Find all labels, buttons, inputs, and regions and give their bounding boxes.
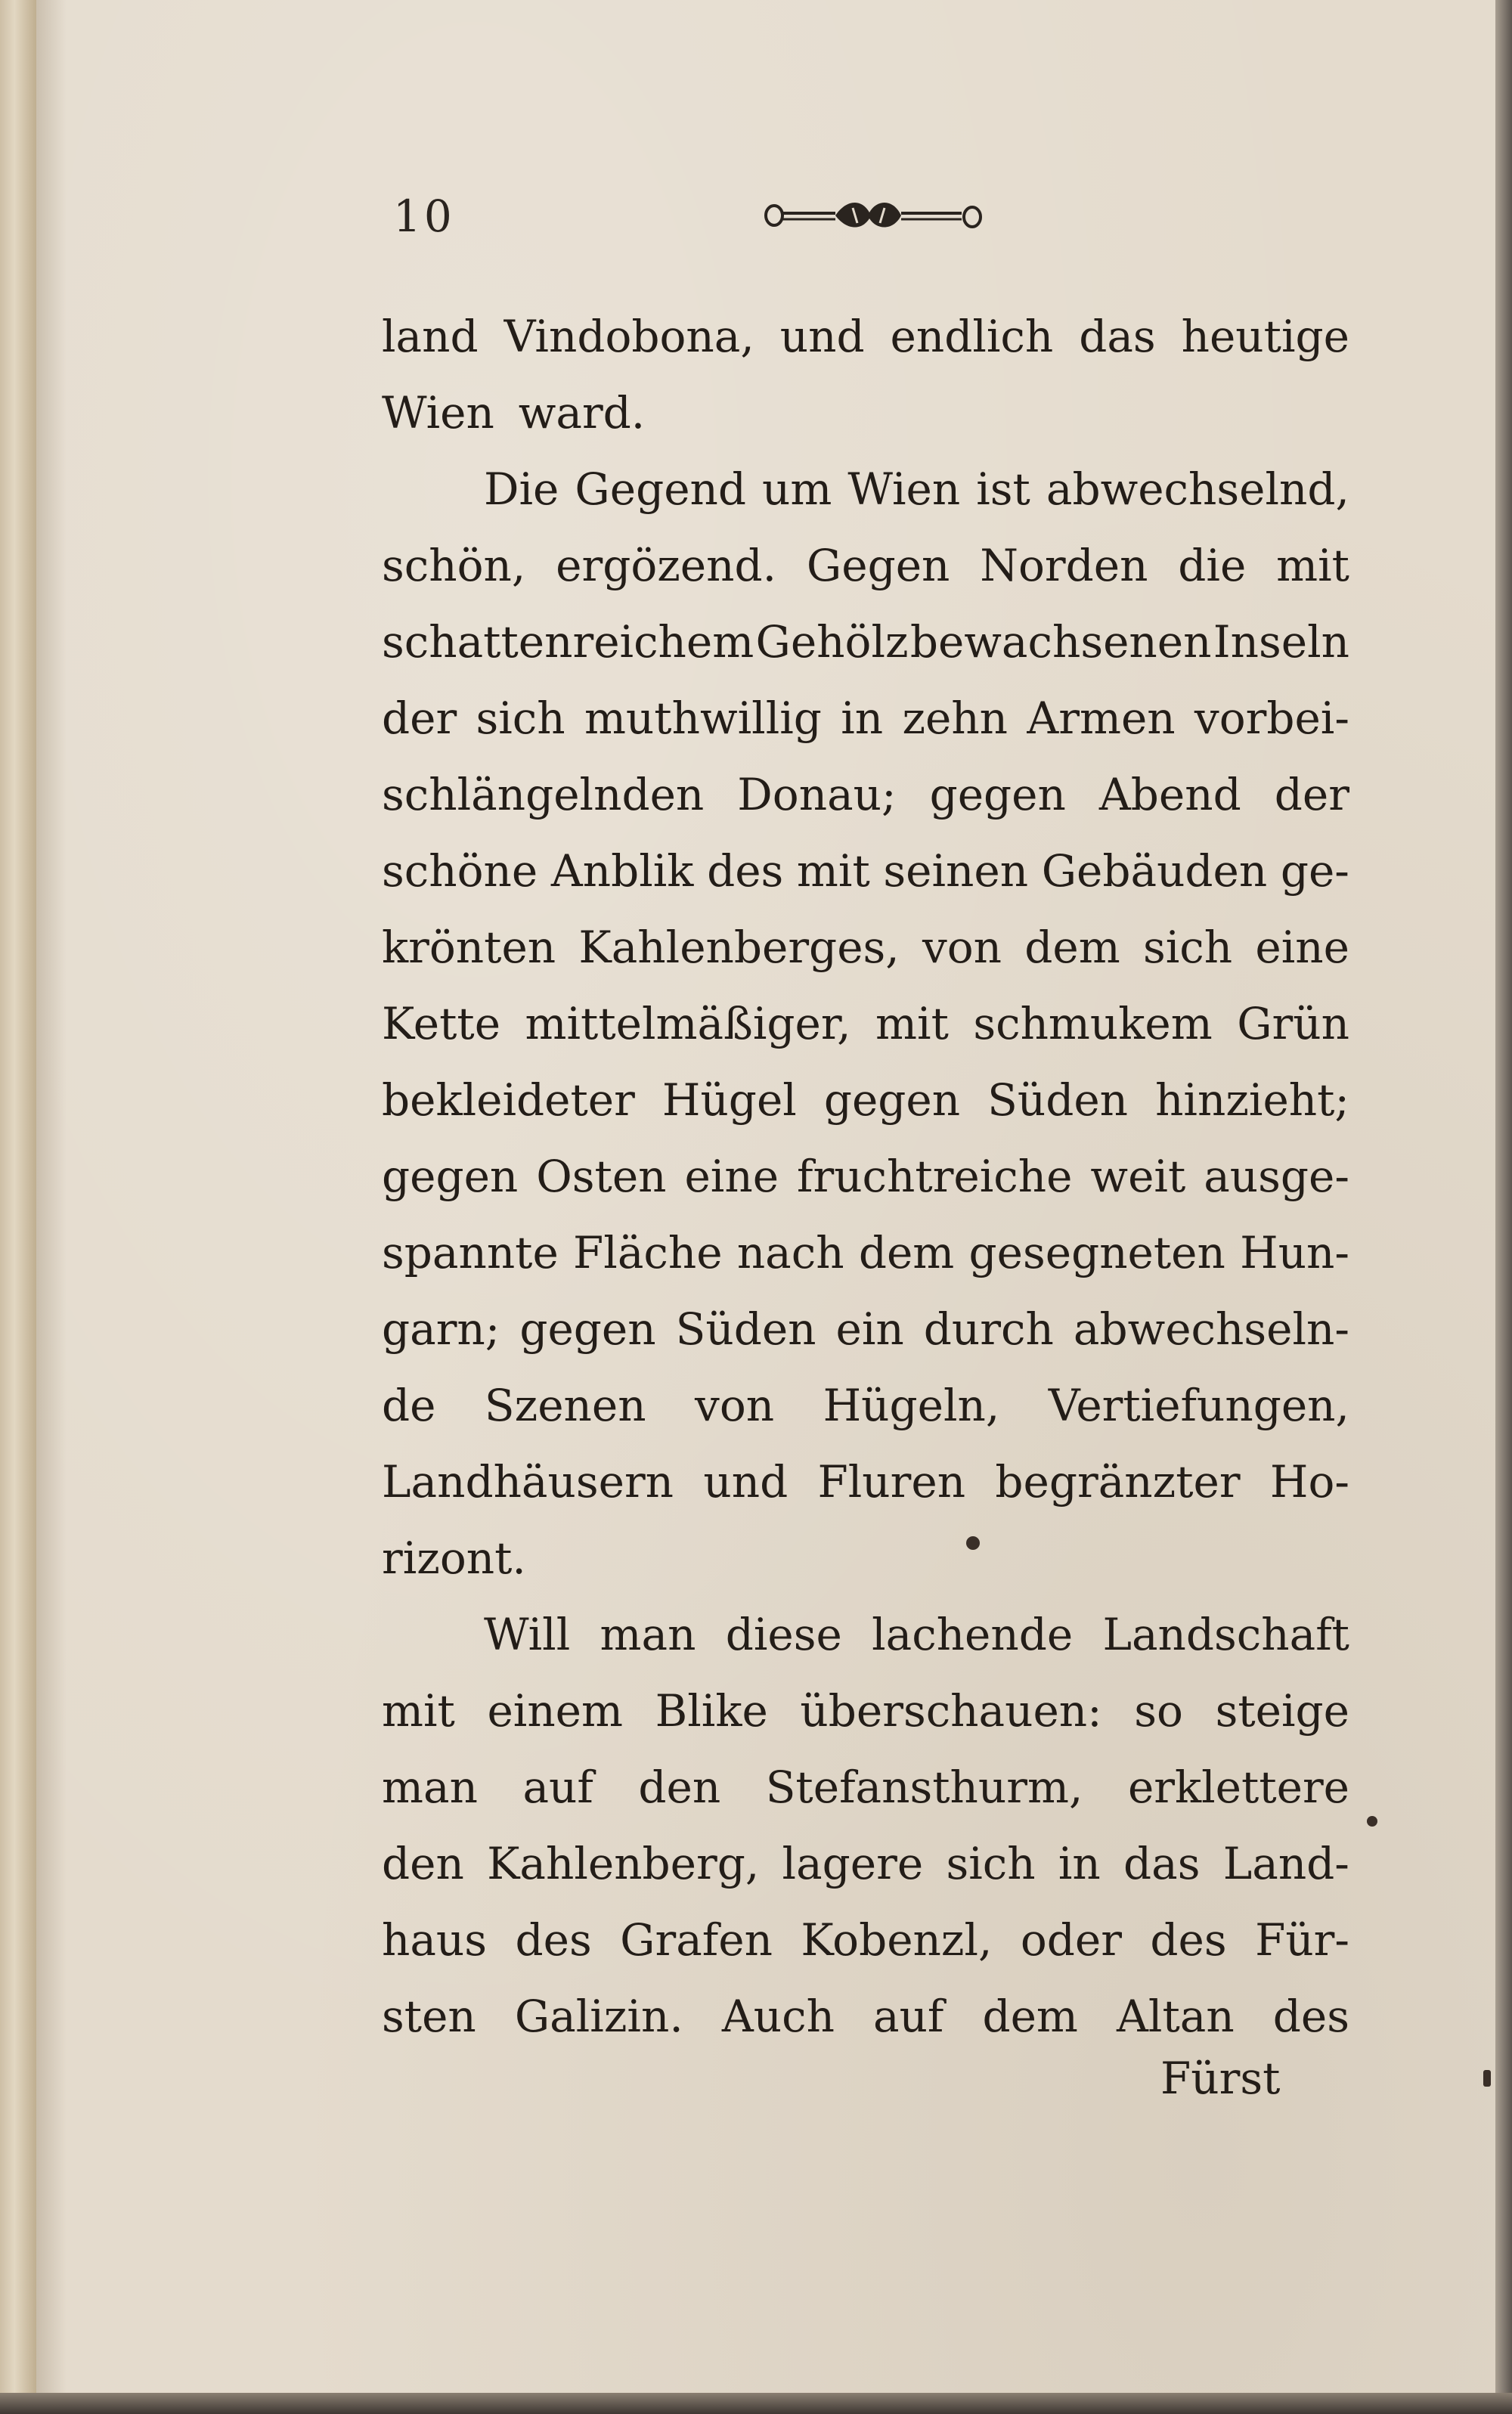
text-word: begränzter <box>995 1456 1241 1508</box>
text-word: der <box>382 693 457 744</box>
text-word: Abend <box>1098 769 1241 820</box>
text-word: schön, <box>382 540 526 591</box>
text-word: mit <box>875 998 949 1049</box>
text-line <box>382 680 1349 757</box>
ink-spot <box>1483 2070 1491 2087</box>
text-word: ein <box>835 1303 904 1355</box>
text-word: sich <box>946 1838 1036 1889</box>
text-line <box>382 1597 1349 1673</box>
text-word: einem <box>487 1685 624 1737</box>
text-word: Szenen <box>484 1380 646 1431</box>
text-word: Fläche <box>573 1227 723 1278</box>
text-word: Stefansthurm, <box>765 1762 1083 1813</box>
page-number: 10 <box>393 191 455 242</box>
text-word: Altan <box>1117 1991 1235 2042</box>
text-word: Will <box>484 1609 571 1660</box>
text-word: durch <box>923 1303 1054 1355</box>
text-word: Für- <box>1255 1914 1349 1966</box>
text-word: ist <box>976 463 1030 515</box>
text-word: man <box>382 1762 478 1813</box>
text-word: ergözend. <box>556 540 777 591</box>
text-word: Kahlenberg, <box>487 1838 760 1889</box>
text-word: abwechselnd, <box>1046 463 1349 515</box>
text-word: von <box>695 1380 775 1431</box>
text-word: Norden <box>980 540 1148 591</box>
text-word: heutige <box>1181 311 1349 362</box>
text-word: lachende <box>872 1609 1074 1660</box>
text-word: des <box>1272 1991 1349 2042</box>
text-word: nach <box>736 1227 844 1278</box>
text-word: auf <box>873 1991 944 2042</box>
text-word: und <box>703 1456 789 1508</box>
text-word: dem <box>1024 922 1120 973</box>
text-line <box>382 833 1349 910</box>
ink-spot <box>966 1536 980 1550</box>
text-word: abwechseln- <box>1073 1303 1349 1355</box>
text-word: Die <box>484 463 559 515</box>
page-edge-right <box>1495 0 1512 2414</box>
catchword: Fürst <box>1160 2053 1281 2104</box>
text-line <box>382 1979 1349 2055</box>
text-word: das <box>1079 311 1156 362</box>
text-line <box>382 1062 1349 1139</box>
text-word: in <box>841 693 884 744</box>
text-line <box>382 1291 1349 1368</box>
gutter-shadow <box>36 0 67 2393</box>
text-word: Kahlenberges, <box>578 922 900 973</box>
text-word: erklettere <box>1127 1762 1349 1813</box>
text-word: Hügel <box>662 1074 797 1126</box>
text-word: Fluren <box>817 1456 966 1508</box>
text-line <box>382 1826 1349 1902</box>
text-word: land <box>382 311 479 362</box>
text-word: bewachsenen <box>909 616 1212 668</box>
text-word: Süden <box>675 1303 816 1355</box>
text-word: den <box>638 1762 721 1813</box>
text-word: sich <box>476 693 565 744</box>
text-word: Wien <box>382 387 494 438</box>
text-word: Blike <box>655 1685 768 1737</box>
text-line <box>382 1902 1349 1979</box>
text-word: schlängelnden <box>382 769 705 820</box>
text-word: Vertiefungen, <box>1048 1380 1349 1431</box>
text-word: Kette <box>382 998 501 1049</box>
text-word: Grafen <box>620 1914 773 1966</box>
text-word: Landschaft <box>1102 1609 1349 1660</box>
book-binding-edge <box>0 0 36 2414</box>
text-word: Armen <box>1027 693 1176 744</box>
text-word: mittelmäßiger, <box>525 998 851 1049</box>
text-word: Gehölz <box>755 616 909 668</box>
text-word: die <box>1178 540 1247 591</box>
text-word: Galizin. <box>514 1991 683 2042</box>
text-word: gegen <box>823 1074 961 1126</box>
text-word: schattenreichem <box>382 616 754 668</box>
text-word: dem <box>858 1227 955 1278</box>
text-word: und <box>779 311 865 362</box>
text-word: der <box>1274 769 1349 820</box>
text-line <box>382 1520 1349 1597</box>
text-line <box>382 375 1349 451</box>
text-word: eine <box>1255 922 1349 973</box>
text-word: rizont. <box>382 1532 526 1584</box>
text-word: Vindobona, <box>503 311 754 362</box>
text-word: Gebäuden <box>1041 845 1268 897</box>
text-line <box>382 528 1349 604</box>
text-word: um <box>762 463 832 515</box>
text-word: Kobenzl, <box>801 1914 993 1966</box>
text-line <box>382 986 1349 1062</box>
text-word: ge- <box>1280 845 1349 897</box>
text-word: Auch <box>721 1991 835 2042</box>
text-line <box>382 1673 1349 1749</box>
text-line <box>382 1749 1349 1826</box>
text-word: Inseln <box>1213 616 1349 668</box>
text-word: gegen <box>929 769 1066 820</box>
text-word: vorbei- <box>1194 693 1349 744</box>
text-word: Hun- <box>1240 1227 1349 1278</box>
text-word: gesegneten <box>968 1227 1225 1278</box>
text-word: in <box>1058 1838 1101 1889</box>
text-word: garn; <box>382 1303 500 1355</box>
text-word: Landhäusern <box>382 1456 674 1508</box>
text-line <box>382 1368 1349 1444</box>
text-word: sich <box>1142 922 1233 973</box>
text-word: ausge- <box>1204 1151 1349 1202</box>
text-word: auf <box>522 1762 593 1813</box>
text-word: des <box>515 1914 592 1966</box>
text-word: fruchtreiche <box>797 1151 1073 1202</box>
text-word: endlich <box>890 311 1054 362</box>
text-word: hinzieht; <box>1155 1074 1349 1126</box>
text-word: muthwillig <box>584 693 822 744</box>
text-word: dem <box>982 1991 1078 2042</box>
text-word: Süden <box>987 1074 1129 1126</box>
text-word: bekleideter <box>382 1074 635 1126</box>
text-word: weit <box>1090 1151 1186 1202</box>
text-line <box>382 1444 1349 1520</box>
text-word: diese <box>725 1609 842 1660</box>
text-word: Gegend <box>575 463 746 515</box>
text-word: ward. <box>518 387 646 438</box>
text-word: lagere <box>782 1838 924 1889</box>
text-word: des <box>707 845 784 897</box>
text-word: Donau; <box>737 769 897 820</box>
text-word: Land- <box>1222 1838 1349 1889</box>
text-word: haus <box>382 1914 488 1966</box>
text-word: Ho- <box>1269 1456 1349 1508</box>
text-word: mit <box>796 845 870 897</box>
text-line <box>382 299 1349 375</box>
text-word: des <box>1150 1914 1227 1966</box>
text-word: de <box>382 1380 436 1431</box>
text-word: Hügeln, <box>823 1380 1000 1431</box>
text-word: oder <box>1020 1914 1122 1966</box>
text-line <box>382 1139 1349 1215</box>
text-word: Anblik <box>550 845 694 897</box>
page-edge-bottom <box>0 2393 1512 2414</box>
text-word: Gegen <box>806 540 950 591</box>
text-word: von <box>922 922 1002 973</box>
text-word: gegen <box>519 1303 656 1355</box>
text-word: Wien <box>847 463 961 515</box>
text-line <box>382 1215 1349 1291</box>
text-line <box>382 451 1349 528</box>
text-word: gegen <box>382 1151 519 1202</box>
text-word: krönten <box>382 922 556 973</box>
text-word: das <box>1123 1838 1201 1889</box>
text-word: Grün <box>1237 998 1349 1049</box>
text-word: mit <box>382 1685 455 1737</box>
body-text <box>382 299 1349 2055</box>
text-word: steige <box>1215 1685 1349 1737</box>
text-word: spannte <box>382 1227 559 1278</box>
header-ornament <box>764 193 990 238</box>
text-word: schöne <box>382 845 538 897</box>
ink-spot <box>1367 1816 1377 1827</box>
text-word: schmukem <box>973 998 1213 1049</box>
text-word: so <box>1134 1685 1183 1737</box>
text-word: man <box>600 1609 696 1660</box>
text-word: mit <box>1276 540 1349 591</box>
text-word: eine <box>684 1151 779 1202</box>
text-word: den <box>382 1838 464 1889</box>
text-word: sten <box>382 1991 476 2042</box>
text-word: Osten <box>536 1151 667 1202</box>
text-line <box>382 757 1349 833</box>
text-word: zehn <box>902 693 1009 744</box>
text-word: seinen <box>883 845 1029 897</box>
text-line <box>382 910 1349 986</box>
text-word: überschauen: <box>800 1685 1102 1737</box>
text-line <box>382 604 1349 680</box>
